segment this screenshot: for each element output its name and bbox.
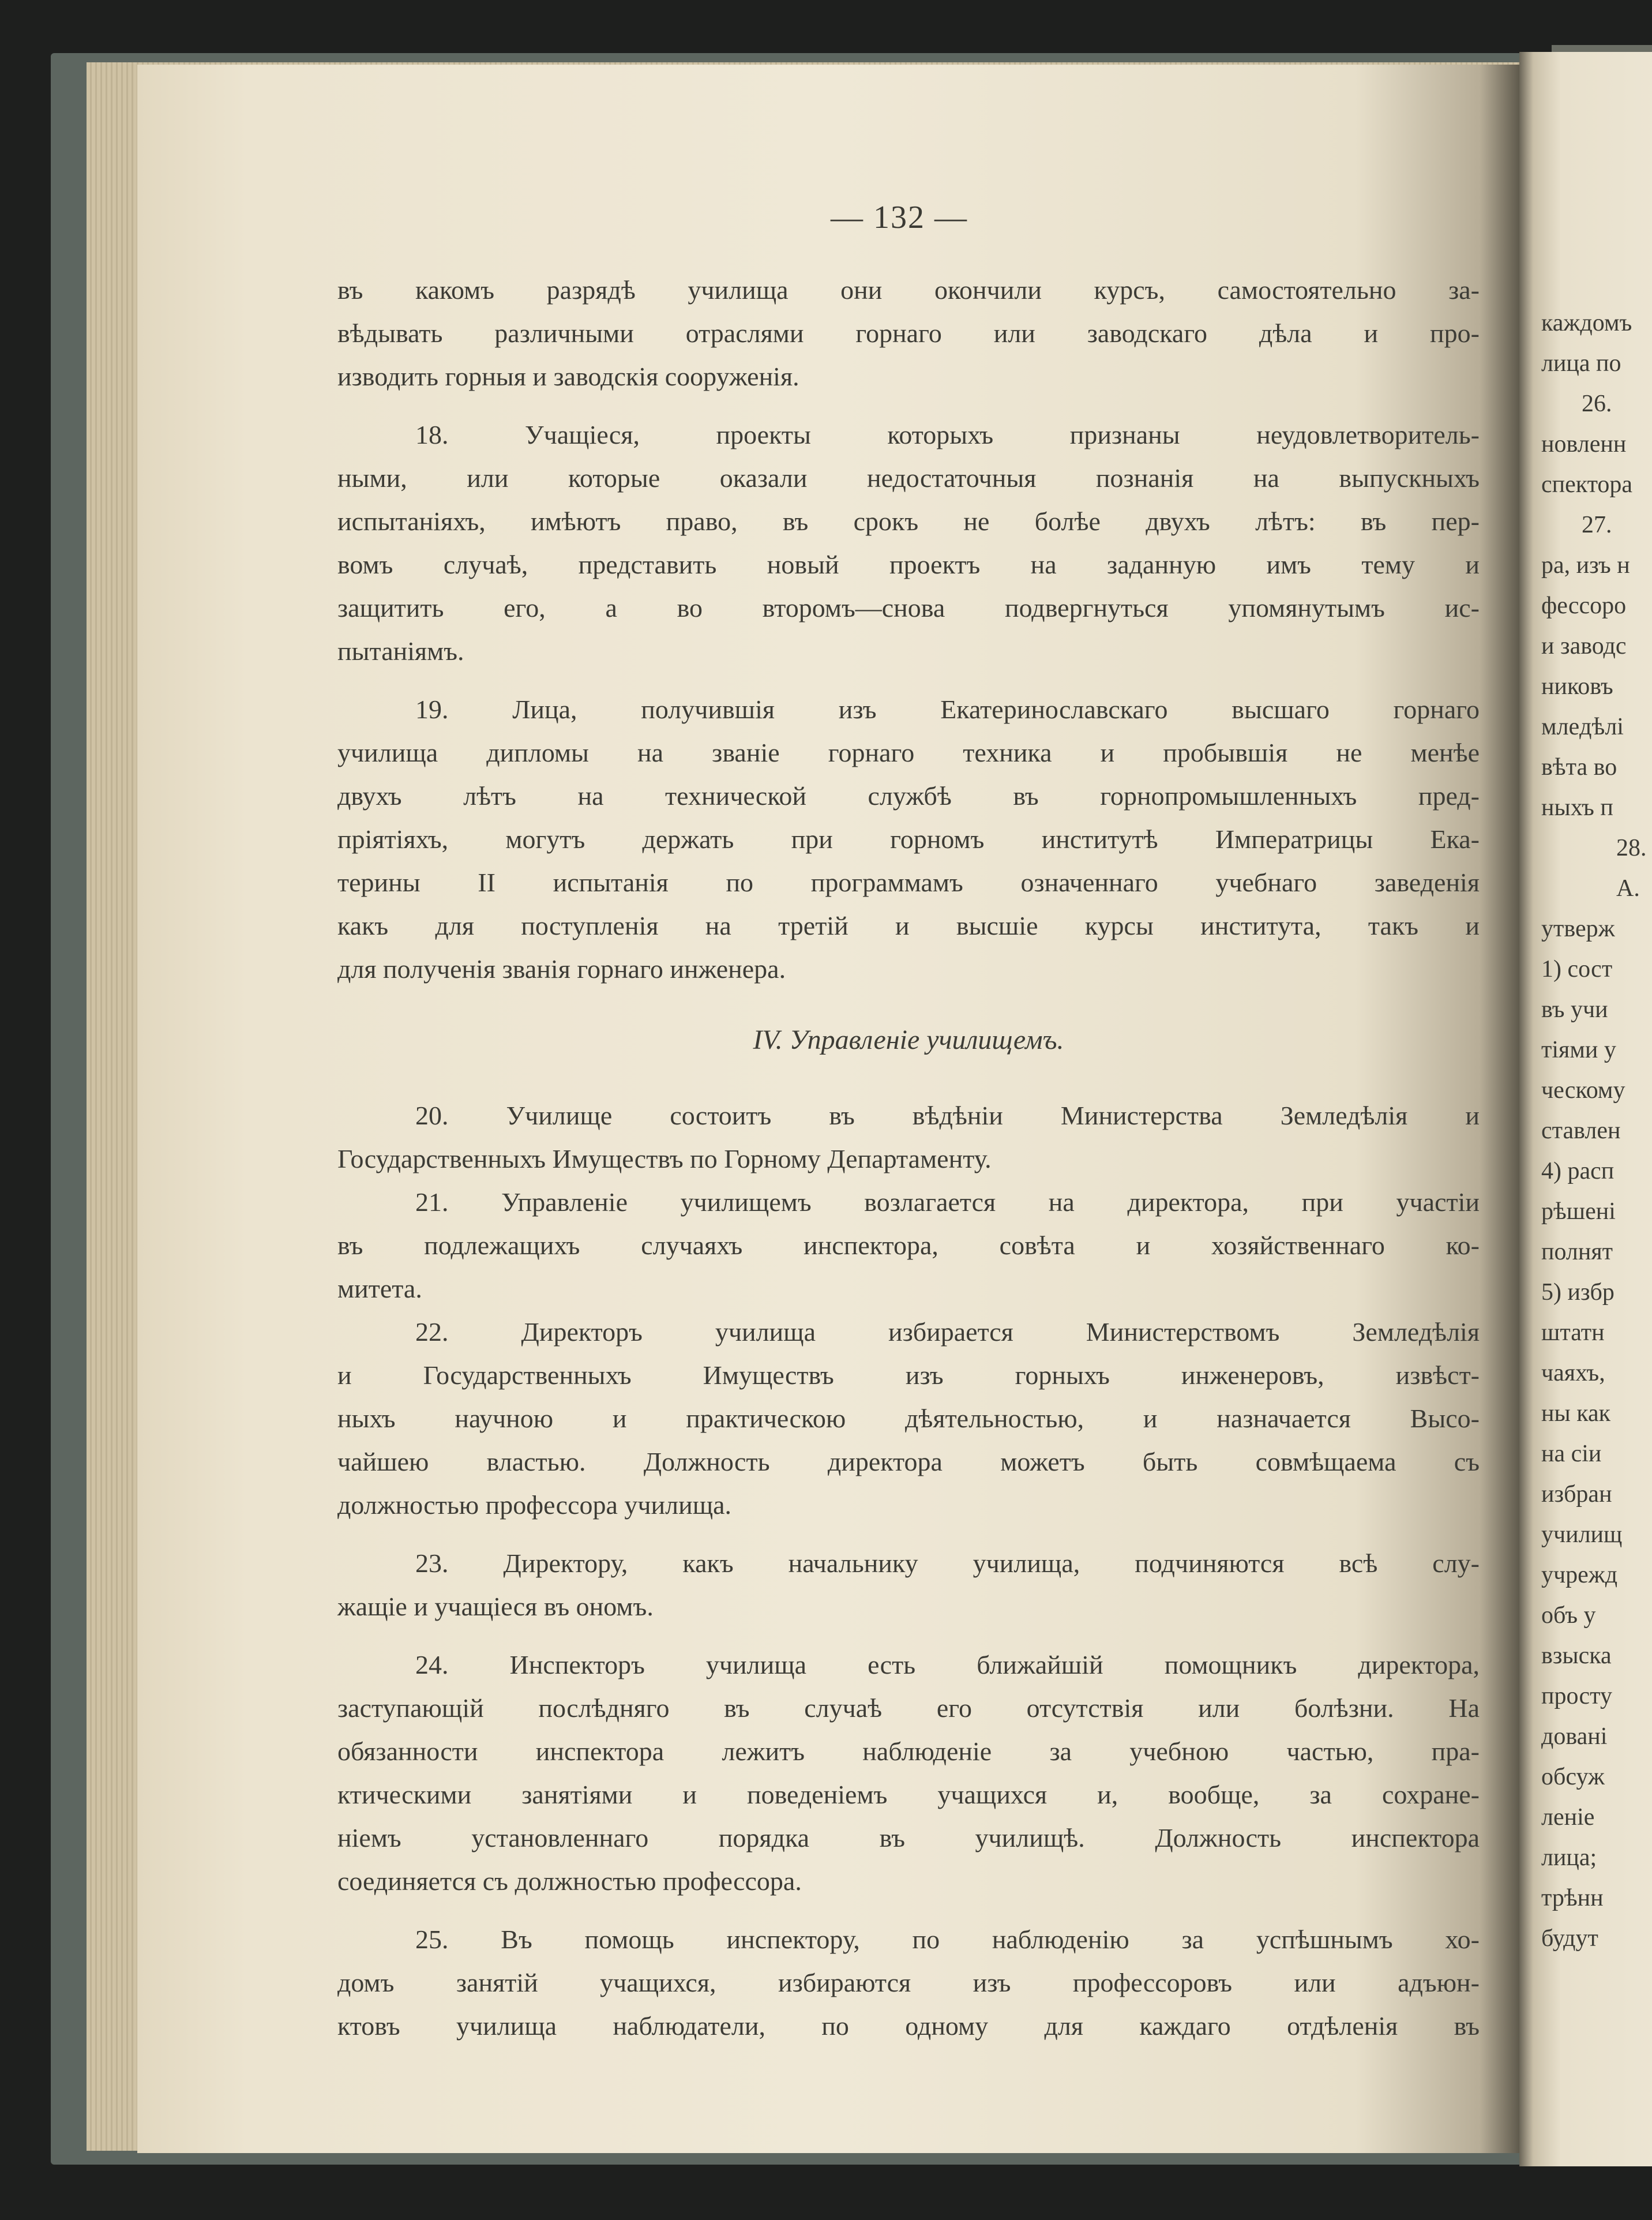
text-line: какъ для поступленія на третій и высшіе курсы института, такъ и [337,911,1480,940]
right-line: училищ [1541,1521,1623,1548]
paragraph-gap [337,1527,1480,1542]
paragraph-gap [337,1903,1480,1918]
text-line: въ какомъ разрядѣ училища они окончили курсъ, самостоятельно за- [337,275,1480,305]
right-line: 5) избр [1541,1279,1615,1306]
paragraph-gap [337,398,1480,413]
right-line: новленн [1541,431,1627,457]
right-page-text [1519,303,1652,1959]
text-line: и Государственныхъ Имуществъ изъ горныхъ инженеровъ, извѣст- [337,1360,1480,1390]
page-number: — 132 — [831,200,968,235]
text-line: училища дипломы на званіе горнаго техника и пробывшія не менѣе [337,738,1480,767]
right-line: штатн [1541,1319,1605,1346]
right-line: 4) расп [1541,1158,1615,1184]
text-line: соединяется съ должностью профессора. [337,1866,802,1896]
text-line: терины II испытанія по программамъ означеннаго учебнаго заведенія [337,868,1480,897]
right-line: и заводс [1541,633,1627,659]
text-line: ными, или которые оказали недостаточныя познанія на выпускныхъ [337,463,1480,493]
text-line: защитить его, а во второмъ—снова подвергнуться упомянутымъ ис- [337,593,1480,622]
right-line: никовъ [1541,673,1613,700]
right-line: 26. [1582,391,1612,417]
text-line: испытаніяхъ, имѣютъ право, въ срокъ не болѣе двухъ лѣтъ: въ пер- [337,507,1480,536]
text-line: изводить горныя и заводскія сооруженія. [337,362,799,391]
right-line: леніе [1541,1804,1595,1831]
left-page-text [337,268,1480,2047]
right-line: ны как [1541,1400,1611,1427]
right-line: 28. [1616,835,1647,861]
right-line: учрежд [1541,1562,1618,1588]
right-line: на сіи [1541,1441,1602,1467]
text-line: пріятіяхъ, могутъ держать при горномъ институтѣ Императрицы Ека- [337,824,1480,854]
text-line: 24. Инспекторъ училища есть ближайшій помощникъ директора, [415,1650,1480,1679]
right-line: обсуж [1541,1764,1605,1790]
right-line: просту [1541,1683,1612,1709]
right-line: въ учи [1541,996,1608,1023]
right-line: ра, изъ н [1541,552,1630,579]
right-line: тіями у [1541,1037,1616,1063]
right-line: А. [1616,875,1640,902]
section-heading: IV. Управленіе училищемъ. [753,1025,1064,1055]
right-line: довані [1541,1723,1608,1750]
right-line: фессоро [1541,592,1627,619]
text-line: жащіе и учащіеся въ ономъ. [337,1592,654,1621]
right-line: избран [1541,1481,1612,1507]
right-line: утверж [1541,916,1615,942]
text-line: ктовъ училища наблюдатели, по одному для каждаго отдѣленія въ [337,2011,1480,2041]
text-line: 21. Управленіе училищемъ возлагается на директора, при участіи [415,1187,1480,1217]
right-line: 27. [1582,512,1612,538]
paragraph-gap [337,673,1480,688]
text-line: ніемъ установленнаго порядка въ училищѣ. Должность инспектора [337,1823,1480,1852]
right-line: вѣта во [1541,754,1617,781]
text-line: 23. Директору, какъ начальнику училища, подчиняются всѣ слу- [415,1548,1480,1578]
text-line: вѣдывать различными отраслями горнаго или заводскаго дѣла и про- [337,318,1480,348]
text-line: 18. Учащіеся, проекты которыхъ признаны неудовлетворитель- [415,420,1480,449]
right-line: ставлен [1541,1118,1621,1144]
paragraph-gap [337,1628,1480,1643]
right-line: ныхъ п [1541,794,1613,821]
text-line: митета. [337,1274,422,1303]
text-line: домъ занятій учащихся, избираются изъ профессоровъ или адъюн- [337,1968,1480,1997]
text-line: для полученія званія горнаго инженера. [337,954,786,984]
text-line: ктическими занятіями и поведеніемъ учащихся и, вообще, за сохране- [337,1780,1480,1809]
text-line: двухъ лѣтъ на технической службѣ въ горнопромышленныхъ пред- [337,781,1480,811]
text-line: пытаніямъ. [337,636,464,666]
text-line: въ подлежащихъ случаяхъ инспектора, совѣта и хозяйственнаго ко- [337,1231,1480,1260]
right-line: полнят [1541,1239,1613,1265]
right-line: лица; [1541,1844,1597,1871]
right-line: чаяхъ, [1541,1360,1605,1386]
right-line: будут [1541,1925,1598,1952]
text-line: 20. Училище состоитъ въ вѣдѣніи Министерства Земледѣлія и [415,1101,1480,1130]
right-line: спектора [1541,471,1633,498]
right-line: 1) сост [1541,956,1613,982]
text-line: должностью профессора училища. [337,1490,732,1520]
text-line: обязанности инспектора лежитъ наблюденіе за учебною частью, пра- [337,1737,1480,1766]
right-line: ческому [1541,1077,1625,1104]
right-line: рѣшені [1541,1198,1616,1225]
text-line: вомъ случаѣ, представить новый проектъ на заданную имъ тему и [337,550,1480,579]
text-line: 25. Въ помощь инспектору, по наблюденію за успѣшнымъ хо- [415,1925,1480,1954]
text-line: 19. Лица, получившія изъ Екатеринославскаго высшаго горнаго [415,695,1480,724]
right-line: трѣнн [1541,1885,1604,1911]
text-line: Государственныхъ Имуществъ по Горному Департаменту. [337,1144,992,1173]
right-line: лица по [1541,350,1621,377]
right-page [1519,52,1652,2166]
right-line: млeдѣлі [1541,714,1624,740]
text-line: заступающій послѣдняго въ случаѣ его отсутствія или болѣзни. На [337,1693,1480,1723]
right-line: взыска [1541,1642,1612,1669]
right-line: объ у [1541,1602,1596,1629]
text-line: чайшею властью. Должность директора можетъ быть совмѣщаема съ [337,1447,1480,1476]
right-line: каждомъ [1541,310,1632,336]
text-line: ныхъ научною и практическою дѣятельностью, и назначается Высо- [337,1404,1480,1433]
text-line: 22. Директоръ училища избирается Министерствомъ Земледѣлія [415,1317,1480,1347]
